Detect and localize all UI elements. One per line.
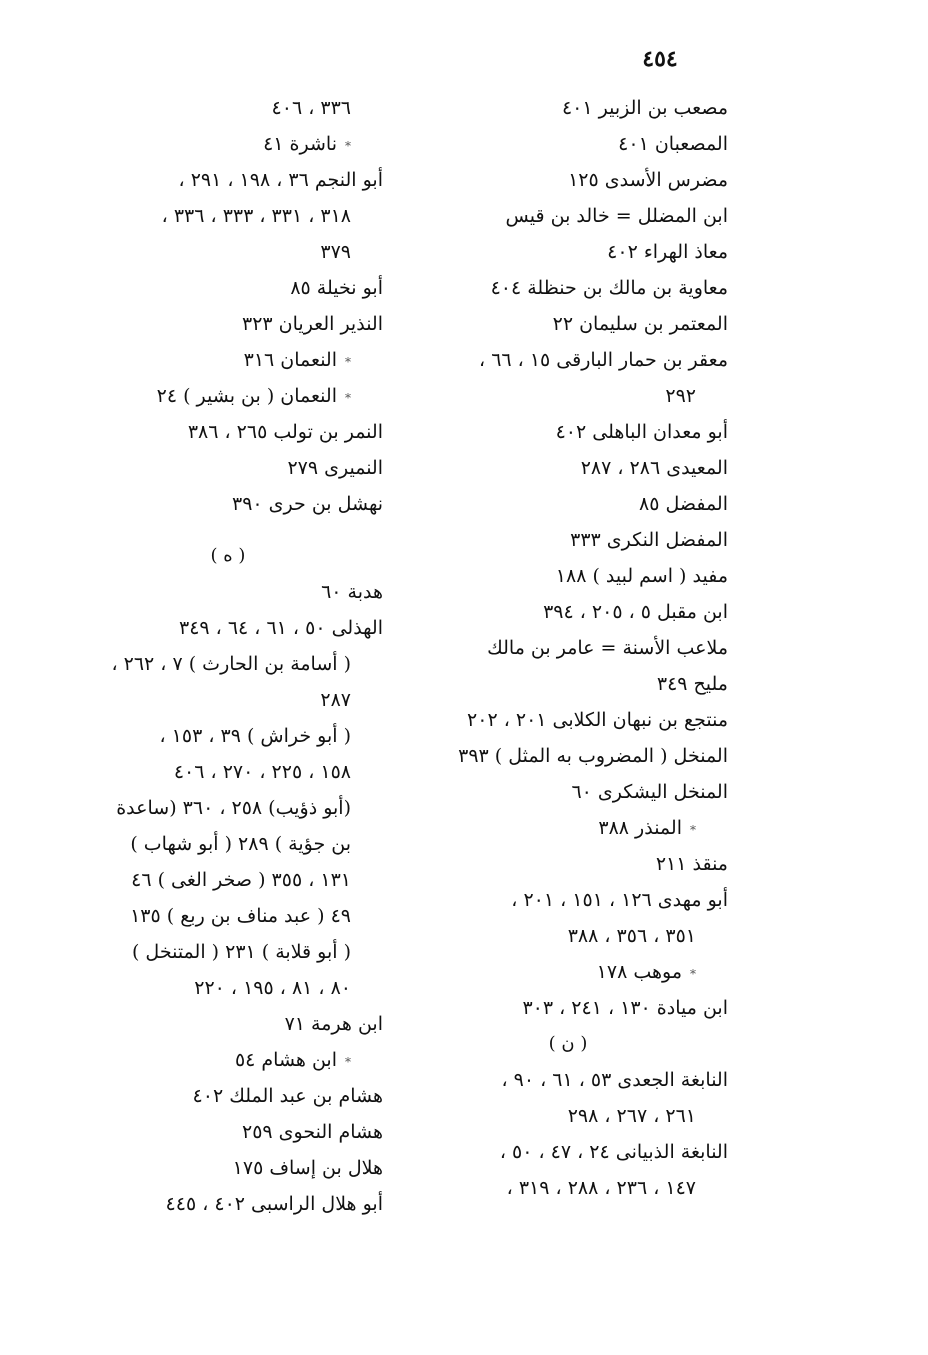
index-entry: المصعبان ٤٠١ <box>618 133 728 155</box>
index-entry-starred <box>73 126 383 162</box>
index-entry-continuation: ٨٠ ، ٨١ ، ١٩٥ ، ٢٢٠ <box>194 977 351 999</box>
index-entry-starred <box>73 378 383 414</box>
asterisk-icon: * <box>690 967 696 981</box>
index-entry: هشام النحوى ٢٥٩ <box>242 1121 383 1143</box>
index-entry-continuation: ٢٦١ ، ٢٦٧ ، ٢٩٨ <box>567 1105 696 1127</box>
index-entry: مضرس الأسدى ١٢٥ <box>568 169 728 191</box>
index-entry: هلال بن إساف ١٧٥ <box>232 1157 383 1179</box>
asterisk-icon: * <box>345 391 351 405</box>
index-entry-continuation: ( أبو قلابة ) ٢٣١ ( المتنخل ) <box>131 941 351 963</box>
index-entry-continuation: ١٥٨ ، ٢٢٥ ، ٢٧٠ ، ٤٠٦ <box>173 761 351 783</box>
index-entry-continuation: ( أسامة بن الحارث ) ٧ ، ٢٦٢ ، <box>111 653 351 675</box>
index-entry: النابغة الجعدى ٥٣ ، ٦١ ، ٩٠ ، <box>501 1069 728 1091</box>
index-entry: أبو النجم ٣٦ ، ١٩٨ ، ٢٩١ ، <box>178 169 383 191</box>
index-entry: نهشل بن حرى ٣٩٠ <box>232 493 383 515</box>
index-entry-continuation: ٤٩ ( عبد مناف بن ربع ) ١٣٥ <box>130 905 351 927</box>
index-entry: ابن هرمة ٧١ <box>284 1013 383 1035</box>
index-entry: معاوية بن مالك بن حنظلة ٤٠٤ <box>490 277 728 299</box>
page-number: ٤٥٤ <box>642 46 678 72</box>
index-entry: النميرى ٢٧٩ <box>287 457 383 479</box>
index-entry: ملاعب الأسنة = عامر بن مالك <box>487 637 728 659</box>
left-column <box>73 90 383 1222</box>
index-entry-starred <box>73 342 383 378</box>
index-entry-continuation: ٢٩٢ <box>665 385 696 407</box>
index-entry-continuation: ٣٣٦ ، ٤٠٦ <box>271 97 351 119</box>
index-entry: منتجع بن نبهان الكلابى ٢٠١ ، ٢٠٢ <box>467 709 728 731</box>
index-entry: هدبة ٦٠ <box>321 581 383 603</box>
asterisk-icon: * <box>345 139 351 153</box>
index-entry: المعتمر بن سليمان ٢٢ <box>552 313 728 335</box>
index-entry: المنخل اليشكرى ٦٠ <box>571 781 728 803</box>
index-entry: ابن ميادة ١٣٠ ، ٢٤١ ، ٣٠٣ <box>522 997 728 1019</box>
section-heading: ( ن ) <box>548 1033 588 1054</box>
index-entry: أبو مهدى ١٢٦ ، ١٥١ ، ٢٠١ ، <box>511 889 728 911</box>
index-entry-continuation: ٢٨٧ <box>320 689 351 711</box>
index-entry: النذير العريان ٣٢٣ <box>242 313 383 335</box>
index-entry: مصعب بن الزبير ٤٠١ <box>561 97 728 119</box>
index-entry: مفيد ( اسم لبيد ) ١٨٨ <box>555 565 728 587</box>
index-entry: أبو نخيلة ٨٥ <box>290 277 383 299</box>
index-entry: أبو معدان الباهلى ٤٠٢ <box>555 421 728 443</box>
index-entry: معاذ الهراء ٤٠٢ <box>607 241 728 263</box>
index-entry-starred <box>408 810 728 846</box>
asterisk-icon: * <box>690 823 696 837</box>
index-entry-continuation: (أبو ذؤيب) ٢٥٨ ، ٣٦٠ (ساعدة <box>116 797 351 819</box>
index-entry-continuation: ١٣١ ، ٣٥٥ ( صخر الغى ) ٤٦ <box>131 869 351 891</box>
index-entry: مليح ٣٤٩ <box>656 673 728 695</box>
index-entry-continuation: ( أبو خراش ) ٣٩ ، ١٥٣ ، <box>159 725 351 747</box>
index-entry: النمر بن تولب ٢٦٥ ، ٣٨٦ <box>187 421 383 443</box>
index-entry-starred <box>73 1042 383 1078</box>
index-entry-starred <box>408 954 728 990</box>
index-entry: المعيدى ٢٨٦ ، ٢٨٧ <box>580 457 728 479</box>
index-entry: ابن المضلل = خالد بن قيس <box>505 205 728 227</box>
index-entry-text: النعمان ٣١٦ <box>243 349 337 371</box>
index-entry: معقر بن حمار البارقى ١٥ ، ٦٦ ، <box>479 349 728 371</box>
index-entry-continuation: ١٤٧ ، ٢٣٦ ، ٢٨٨ ، ٣١٩ ، <box>506 1177 696 1199</box>
index-entry-text: ناشرة ٤١ <box>263 133 337 155</box>
index-entry-text: المنذر ٣٨٨ <box>598 817 682 839</box>
section-heading: ( ه ) <box>210 545 246 566</box>
index-entry-text: النعمان ( بن بشير ) ٢٤ <box>156 385 337 407</box>
index-entry-continuation: ٣٧٩ <box>320 241 351 263</box>
index-entry-text: ابن هشام ٥٤ <box>234 1049 337 1071</box>
index-entry: الهذلى ٥٠ ، ٦١ ، ٦٤ ، ٣٤٩ <box>178 617 383 639</box>
index-entry-continuation: بن جؤية ) ٢٨٩ ( أبو شهاب ) <box>130 833 351 855</box>
index-entry: النابغة الذبيانى ٢٤ ، ٤٧ ، ٥٠ ، <box>499 1141 728 1163</box>
right-column <box>408 90 728 1206</box>
index-entry-continuation: ٣١٨ ، ٣٣١ ، ٣٣٣ ، ٣٣٦ ، <box>161 205 351 227</box>
index-entry: ابن مقبل ٥ ، ٢٠٥ ، ٣٩٤ <box>543 601 728 623</box>
index-entry-text: موهب ١٧٨ <box>596 961 682 983</box>
index-entry: المفضل النكرى ٣٣٣ <box>570 529 728 551</box>
index-entry: هشام بن عبد الملك ٤٠٢ <box>192 1085 383 1107</box>
asterisk-icon: * <box>345 1055 351 1069</box>
index-entry: منقذ ٢١١ <box>655 853 728 875</box>
index-entry: المفضل ٨٥ <box>639 493 728 515</box>
asterisk-icon: * <box>345 355 351 369</box>
index-entry: أبو هلال الراسبى ٤٠٢ ، ٤٤٥ <box>165 1193 383 1215</box>
index-entry-continuation: ٣٥١ ، ٣٥٦ ، ٣٨٨ <box>567 925 696 947</box>
index-entry: المنخل ( المضروب به المثل ) ٣٩٣ <box>458 745 728 767</box>
